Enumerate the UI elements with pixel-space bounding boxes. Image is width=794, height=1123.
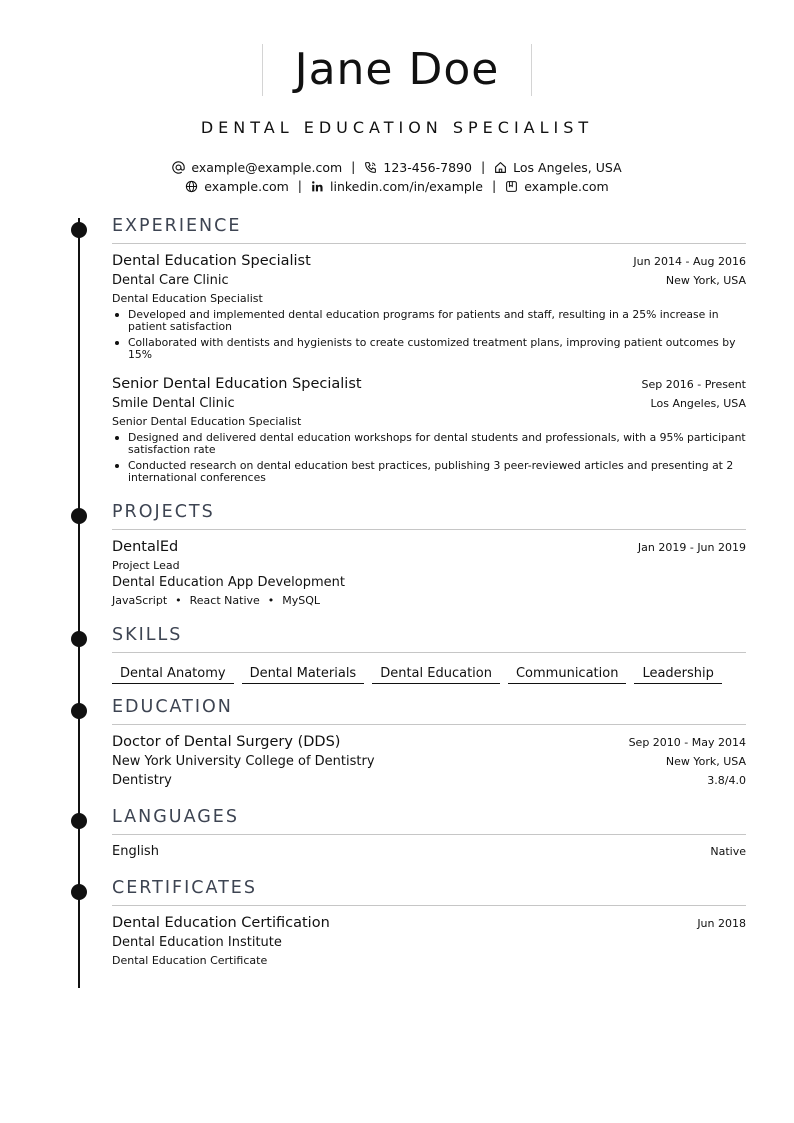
contact-linkedin[interactable]: [311, 179, 483, 194]
company-name: Dental Care Clinic: [112, 273, 229, 288]
contact-row-2: [0, 178, 794, 194]
education-header: [112, 734, 746, 750]
language-level: Native: [710, 845, 746, 858]
timeline-dot: [71, 813, 87, 829]
contact-separator: |: [491, 178, 497, 193]
language-row: [112, 844, 746, 859]
keyword: React Native: [189, 594, 260, 607]
certificate-date: Jun 2018: [697, 917, 746, 930]
project-name: DentalEd: [112, 539, 179, 555]
home-icon: [494, 161, 507, 174]
linkedin-icon: [311, 180, 324, 193]
contact-portfolio[interactable]: [505, 179, 608, 194]
section-heading-languages: LANGUAGES: [112, 807, 746, 835]
skill-chip: Communication: [508, 666, 626, 684]
skill-chip: Dental Materials: [242, 666, 365, 684]
section-heading-education: EDUCATION: [112, 697, 746, 725]
contact-email[interactable]: [172, 160, 342, 175]
job-summary: Dental Education Specialist: [112, 292, 263, 305]
keyword-separator: •: [175, 594, 182, 607]
education-dates: Sep 2010 - May 2014: [628, 736, 746, 749]
project-role: Project Lead: [112, 559, 180, 572]
certificate-header: [112, 915, 746, 931]
job-title: Senior Dental Education Specialist: [112, 376, 362, 392]
contact-phone[interactable]: [364, 160, 472, 175]
bullet-item: Developed and implemented dental education programs for patients and staff, resulting in a 25% increase in patient satisfaction: [112, 309, 746, 333]
certificate-summary: Dental Education Certificate: [112, 954, 268, 967]
project-keywords: [112, 594, 320, 607]
project-dates: Jan 2019 - Jun 2019: [637, 541, 746, 554]
section-heading-skills: SKILLS: [112, 625, 746, 653]
skills-list: [112, 662, 746, 684]
timeline-dot: [71, 884, 87, 900]
bullet-item: Designed and delivered dental education workshops for dental students and professionals, with a 95% participant satisfaction rate: [112, 432, 746, 456]
job-title: Dental Education Specialist: [112, 253, 311, 269]
at-icon: [172, 161, 185, 174]
contact-website[interactable]: [185, 179, 288, 194]
timeline-dot: [71, 222, 87, 238]
portfolio-icon: [505, 180, 518, 193]
field-of-study: Dentistry: [112, 773, 172, 788]
experience-item-2-bullets: [112, 432, 746, 488]
candidate-name: Jane Doe: [294, 44, 500, 95]
education-location: New York, USA: [665, 755, 746, 768]
contact-location-text: Los Angeles, USA: [513, 160, 622, 175]
bullet-item: Collaborated with dentists and hygienists to create customized treatment plans, improving patient outcomes by 15%: [112, 337, 746, 361]
contact-separator: |: [351, 159, 356, 174]
education-institution-row: [112, 754, 746, 769]
skill-chip: Dental Anatomy: [112, 666, 234, 684]
project-description: Dental Education App Development: [112, 575, 345, 590]
contact-portfolio-text: example.com: [524, 179, 609, 194]
globe-icon: [185, 180, 198, 193]
candidate-title: DENTAL EDUCATION SPECIALIST: [200, 118, 594, 137]
section-heading-projects: PROJECTS: [112, 502, 746, 530]
name-box: [262, 44, 533, 96]
certificate-name: Dental Education Certification: [112, 915, 330, 931]
job-dates: Sep 2016 - Present: [641, 378, 746, 391]
section-heading-experience: EXPERIENCE: [112, 216, 746, 244]
skill-chip: Leadership: [634, 666, 721, 684]
institution: New York University College of Dentistry: [112, 754, 375, 769]
experience-item-2-company: [112, 396, 746, 411]
job-location: New York, USA: [665, 274, 746, 287]
job-summary: Senior Dental Education Specialist: [112, 415, 302, 428]
contact-email-text: example@example.com: [191, 160, 343, 175]
job-dates: Jun 2014 - Aug 2016: [633, 255, 746, 268]
contact-row-1: [0, 159, 794, 175]
timeline-dot: [71, 508, 87, 524]
project-header: [112, 539, 746, 555]
education-field-row: [112, 773, 746, 788]
experience-item-2-header: [112, 376, 746, 392]
keyword: JavaScript: [112, 594, 168, 607]
timeline-dot: [71, 631, 87, 647]
keyword: MySQL: [282, 594, 321, 607]
company-name: Smile Dental Clinic: [112, 396, 235, 411]
contact-separator: |: [297, 178, 302, 193]
keyword-separator: •: [267, 594, 275, 607]
degree: Doctor of Dental Surgery (DDS): [112, 734, 341, 750]
skill-chip: Dental Education: [372, 666, 500, 684]
bullet-item: Conducted research on dental education best practices, publishing 3 peer-reviewed articles and presenting at 2 international conferences: [112, 460, 746, 484]
contact-linkedin-text: linkedin.com/in/example: [330, 179, 483, 194]
contact-separator: |: [480, 159, 486, 174]
language-name: English: [112, 844, 159, 859]
phone-icon: [364, 161, 377, 174]
name-header: [0, 44, 794, 96]
gpa: 3.8/4.0: [707, 774, 746, 787]
contact-location: [494, 160, 621, 175]
timeline-dot: [71, 703, 87, 719]
experience-item-1-header: [112, 253, 746, 269]
timeline-line: [78, 218, 80, 988]
job-location: Los Angeles, USA: [650, 397, 746, 410]
contact-phone-text: 123-456-7890: [383, 160, 472, 175]
experience-item-1-bullets: [112, 309, 746, 365]
certificate-issuer: Dental Education Institute: [112, 935, 282, 950]
experience-item-1-company: [112, 273, 746, 288]
section-heading-certificates: CERTIFICATES: [112, 878, 746, 906]
contact-website-text: example.com: [204, 179, 289, 194]
